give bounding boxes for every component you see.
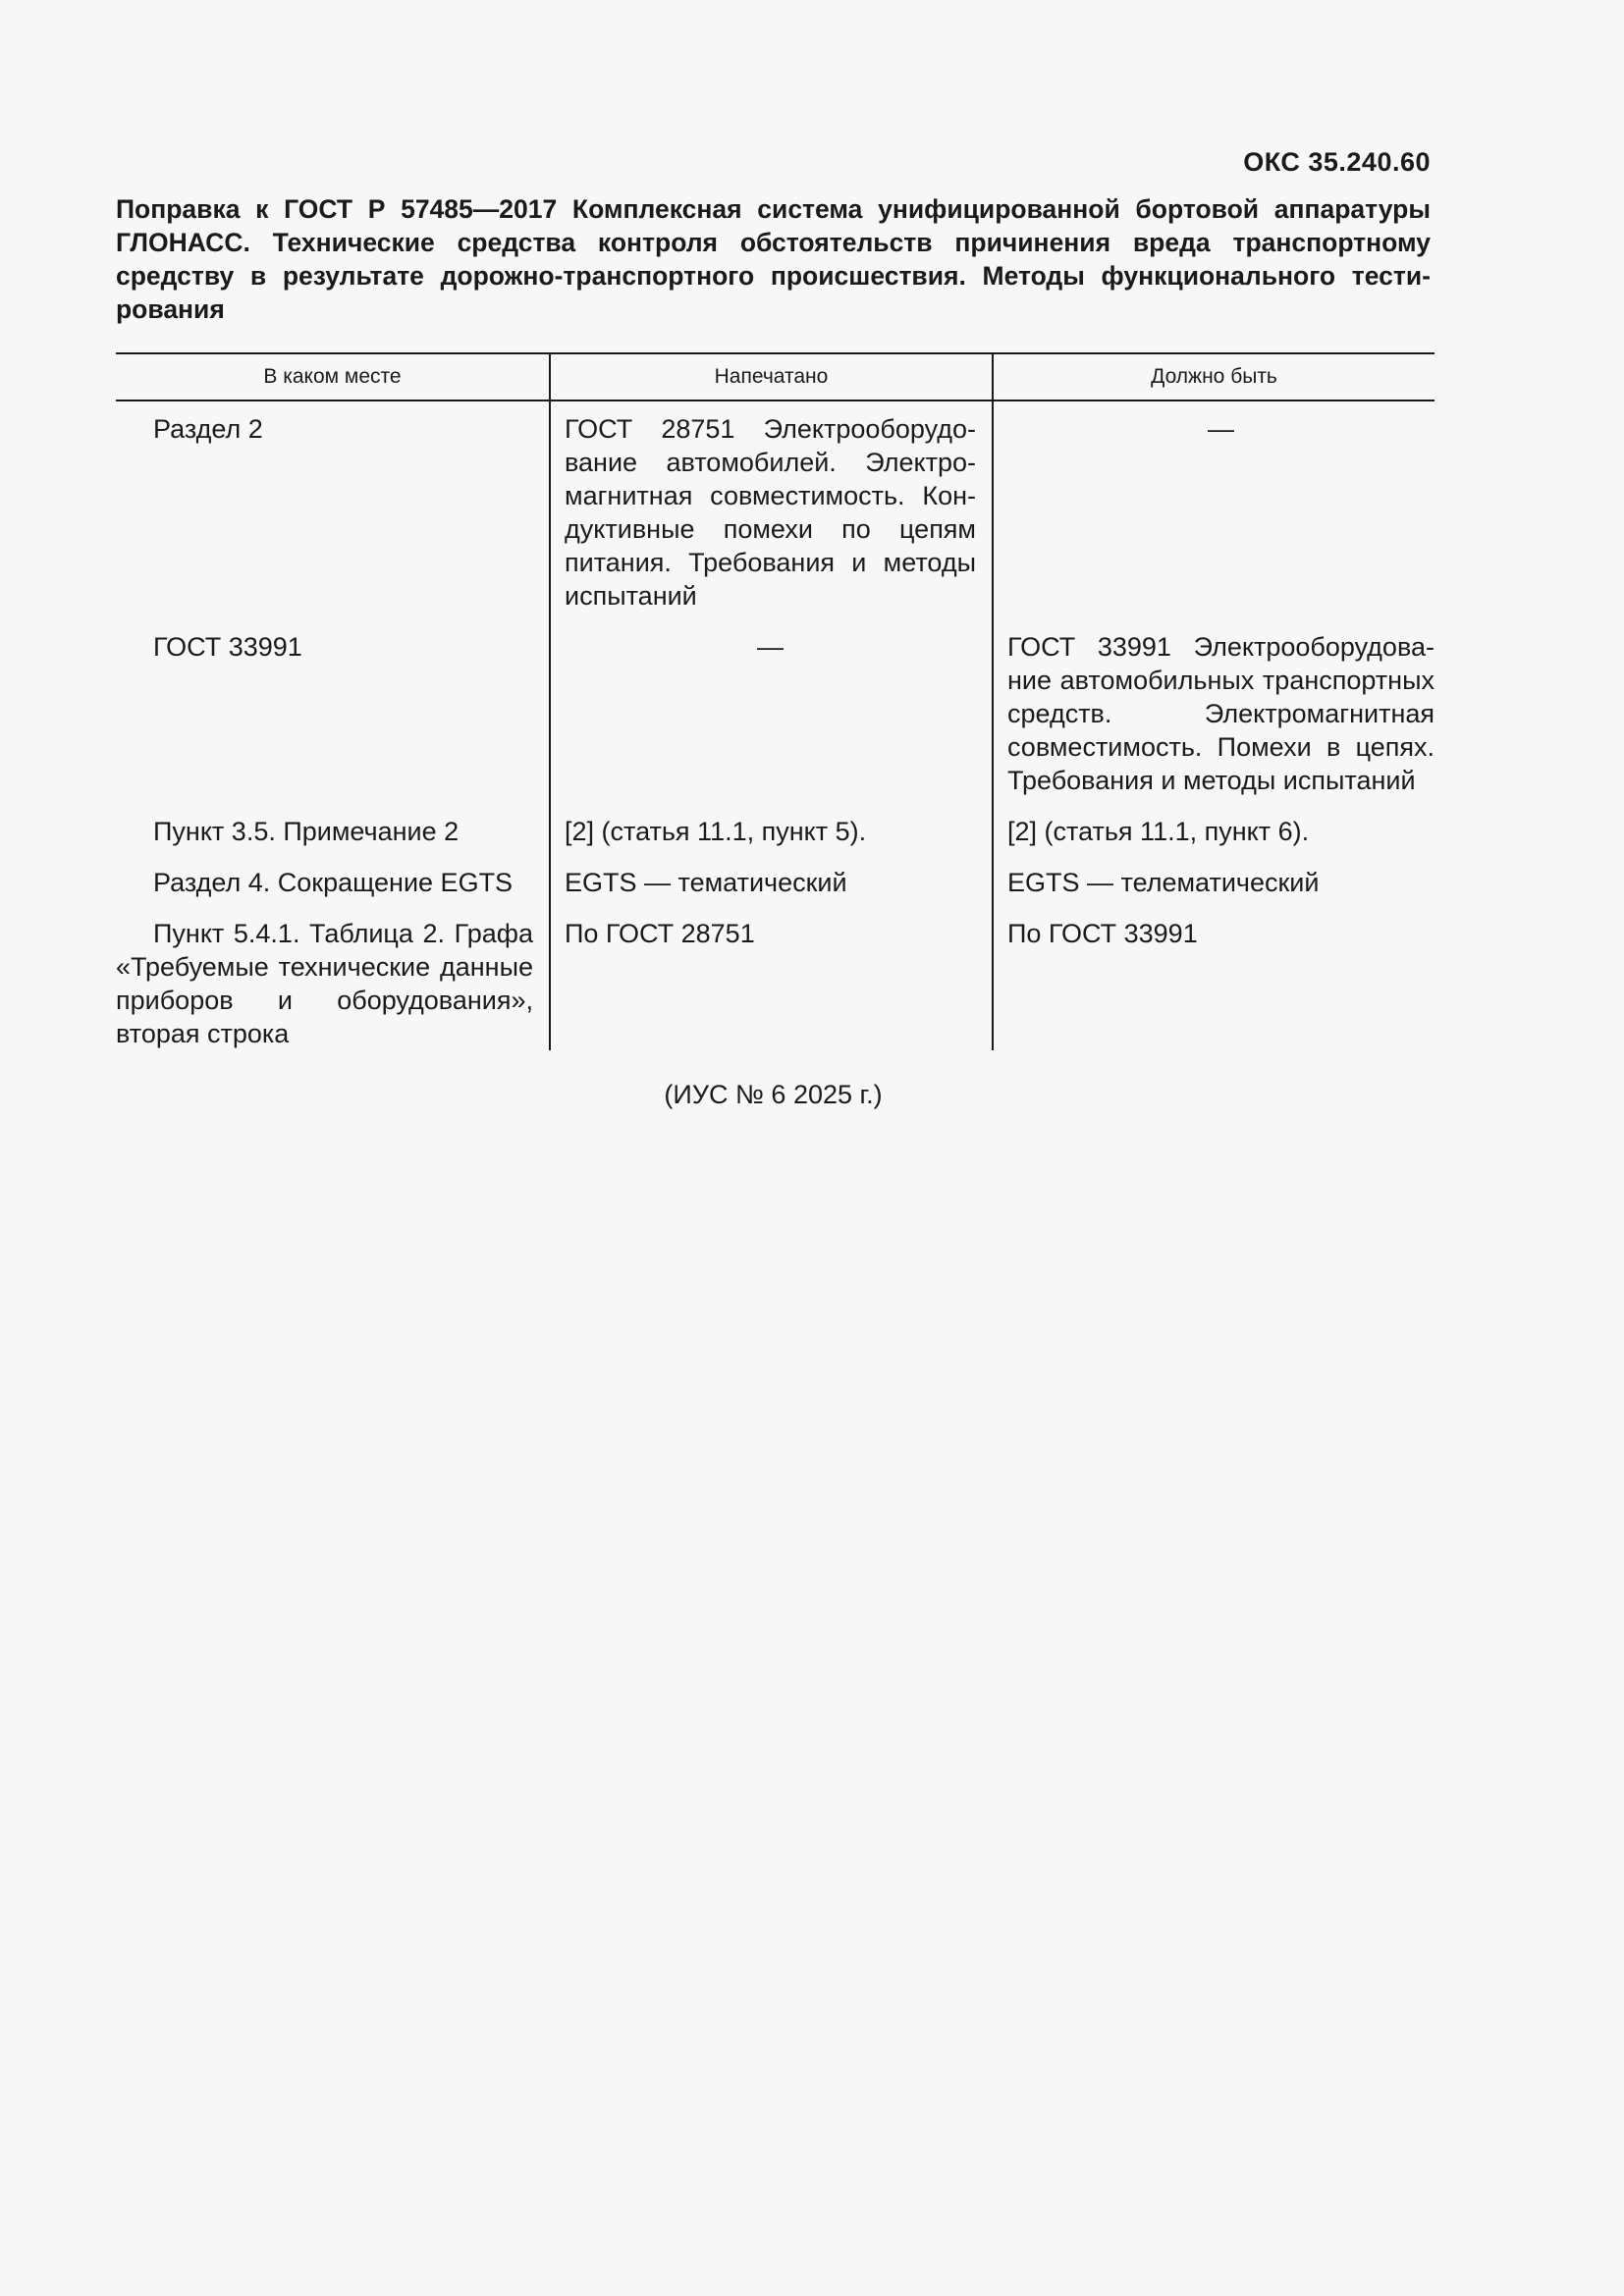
table-row (116, 630, 1435, 797)
column-header-where: В каком месте (116, 353, 550, 400)
row-spacer (116, 797, 1435, 815)
cell-where: Пункт 5.4.1. Таблица 2. Графа «Требуемые технические данные приборов и оборудования», вторая строка (116, 919, 533, 1048)
cell-printed: По ГОСТ 28751 (550, 917, 993, 1050)
row-spacer (116, 899, 1435, 917)
cell-should-be: По ГОСТ 33991 (993, 917, 1435, 1050)
table-row (116, 400, 1435, 613)
cell-printed: EGTS — тематический (550, 866, 993, 899)
cell-where: Пункт 3.5. Примечание 2 (153, 817, 460, 846)
cell-where: Раздел 4. Сокращение EGTS (153, 868, 514, 897)
cell-where: ГОСТ 33991 (153, 632, 302, 662)
table-row (116, 866, 1435, 899)
cell-printed: — (550, 630, 993, 797)
cell-should-be: [2] (статья 11.1, пункт 6). (993, 815, 1435, 848)
table-row (116, 917, 1435, 1050)
cell-printed: [2] (статья 11.1, пункт 5). (550, 815, 993, 848)
cell-should-be: — (993, 400, 1435, 613)
cell-should-be: EGTS — телематический (993, 866, 1435, 899)
oks-code: ОКС 35.240.60 (1243, 147, 1431, 177)
column-header-should-be: Должно быть (993, 353, 1435, 400)
cell-printed: ГОСТ 28751 Электрооборудование автомобилей. Электромагнитная совместимость. Кондуктивные помехи по цепям питания. Требования и методы испытаний (550, 400, 993, 613)
amendment-table (116, 352, 1435, 1050)
table-row (116, 815, 1435, 848)
cell-where: Раздел 2 (153, 414, 263, 444)
table-header-row (116, 353, 1435, 400)
amendment-title: Поправка к ГОСТ Р 57485—2017 Комплексная система унифицированной бортовой аппаратуры ГЛОНАСС. Технические средства контроля обстоятельств причинения вреда транспортному средству в результате дорожно-транспортного происшествия. Методы функционального тестирования (116, 194, 1431, 324)
column-header-printed: Напечатано (550, 353, 993, 400)
row-spacer (116, 848, 1435, 866)
cell-should-be: ГОСТ 33991 Электрооборудование автомобильных транспортных средств. Электромагнитная совместимость. Помехи в цепях. Требования и методы испытаний (993, 630, 1435, 797)
row-spacer (116, 613, 1435, 630)
publication-issue: (ИУС № 6 2025 г.) (664, 1080, 883, 1109)
